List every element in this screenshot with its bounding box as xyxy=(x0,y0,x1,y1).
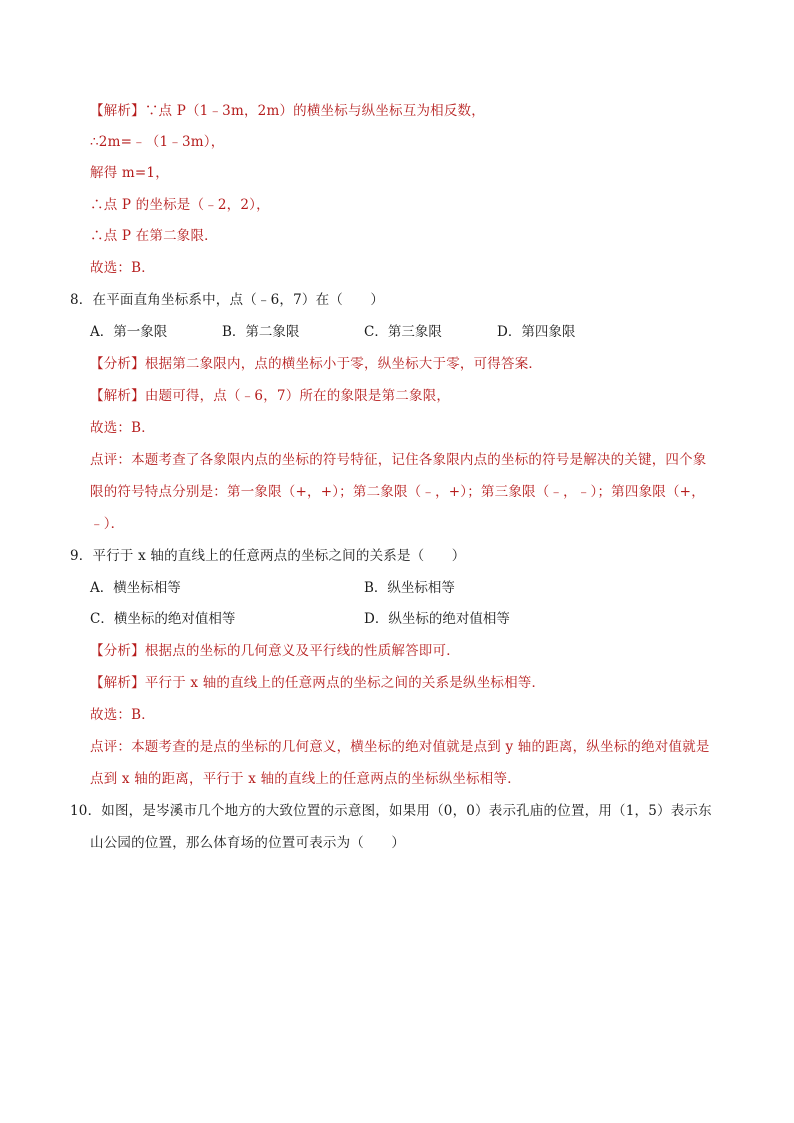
q7-solution-line1 xyxy=(90,101,485,121)
q9-option-d: D．纵坐标的绝对值相等 xyxy=(364,611,510,627)
solution-tag: 【解析】 xyxy=(90,103,145,119)
q9-comment-line1: 点评：本题考查的是点的坐标的几何意义，横坐标的绝对值就是点到 y 轴的距离，纵坐标的绝对值就是 xyxy=(90,739,710,755)
q8-answer: 故选：B． xyxy=(90,420,155,436)
q9-option-a: A．横坐标相等 xyxy=(90,580,181,596)
q7-solution-text: ∵点 P（1﹣3m，2m）的横坐标与纵坐标互为相反数， xyxy=(144,103,485,119)
q9-answer: 故选：B． xyxy=(90,707,155,723)
q8-analysis xyxy=(90,354,542,374)
q9-solution-text: 平行于 x 轴的直线上的任意两点的坐标之间的关系是纵坐标相等． xyxy=(144,675,546,691)
q9-option-c: C．横坐标的绝对值相等 xyxy=(90,611,236,627)
q7-solution-line2: ∴2m=﹣（1﹣3m）， xyxy=(90,134,225,150)
q7-solution-line3: 解得 m=1， xyxy=(90,165,169,181)
q8-comment-line1: 点评：本题考查了各象限内点的坐标的符号特征，记住各象限内点的坐标的符号是解决的关键，四个象 xyxy=(90,452,707,468)
q10-stem-line1: 10．如图，是岑溪市几个地方的大致位置的示意图，如果用（0，0）表示孔庙的位置，用（1，5）表示东 xyxy=(70,803,712,819)
q9-comment-line2: 点到 x 轴的距离，平行于 x 轴的直线上的任意两点的坐标纵坐标相等． xyxy=(90,771,521,787)
q8-comment-line3: ﹣）． xyxy=(90,516,125,532)
q8-option-a: A．第一象限 xyxy=(90,324,168,340)
q9-analysis xyxy=(90,641,460,661)
q8-option-c: C．第三象限 xyxy=(364,324,442,340)
q9-option-b: B．纵坐标相等 xyxy=(364,580,455,596)
solution-tag: 【解析】 xyxy=(90,675,145,691)
q8-option-d: D．第四象限 xyxy=(497,324,576,340)
analysis-tag: 【分析】 xyxy=(90,356,145,372)
q8-comment-line2: 限的符号特点分别是：第一象限（+，+）；第二象限（﹣，+）；第三象限（﹣，﹣）；第四象限（+， xyxy=(90,484,705,500)
q8-option-b: B．第二象限 xyxy=(222,324,300,340)
q7-solution-line5: ∴点 P 在第二象限． xyxy=(90,228,218,244)
q8-analysis-text: 根据第二象限内，点的横坐标小于零，纵坐标大于零，可得答案． xyxy=(144,356,543,372)
analysis-tag: 【分析】 xyxy=(90,643,145,659)
solution-tag: 【解析】 xyxy=(90,388,145,404)
q8-stem: 8．在平面直角坐标系中，点（﹣6，7）在（ ） xyxy=(70,292,385,308)
q9-stem: 9．平行于 x 轴的直线上的任意两点的坐标之间的关系是（ ） xyxy=(70,548,466,564)
q7-solution-line4: ∴点 P 的坐标是（﹣2，2）， xyxy=(90,197,270,213)
q7-answer: 故选：B． xyxy=(90,260,155,276)
q9-analysis-text: 根据点的坐标的几何意义及平行线的性质解答即可． xyxy=(144,643,460,659)
q8-solution xyxy=(90,386,450,406)
q9-solution xyxy=(90,673,545,693)
q10-stem-line2: 山公园的位置，那么体育场的位置可表示为（ ） xyxy=(90,835,406,851)
q8-solution-text: 由题可得，点（﹣6，7）所在的象限是第二象限， xyxy=(144,388,451,404)
